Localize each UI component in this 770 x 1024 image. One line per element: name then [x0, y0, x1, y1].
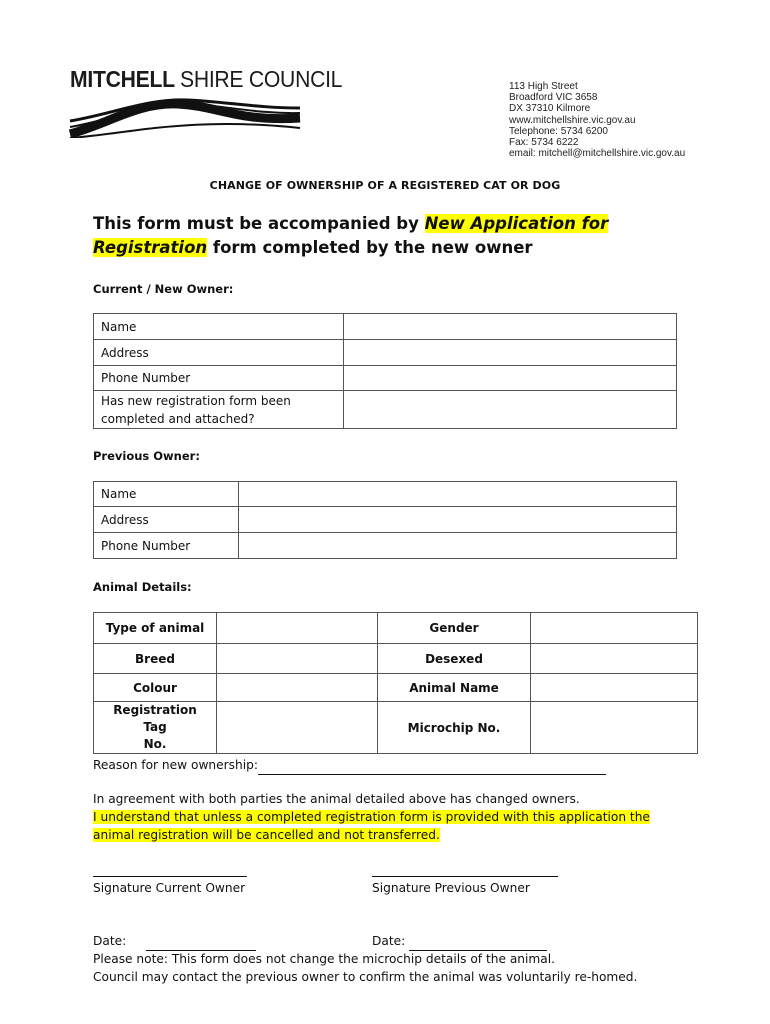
registration-tag-field[interactable] — [217, 702, 378, 754]
form-headline: This form must be accompanied by New Application for Registration form completed by the new owner — [93, 214, 609, 257]
previous-owner-address-field[interactable] — [239, 507, 677, 533]
form-title: CHANGE OF OWNERSHIP OF A REGISTERED CAT OR DOG — [209, 179, 561, 192]
microchip-field[interactable] — [531, 702, 698, 754]
desexed-label: Desexed — [378, 644, 531, 674]
fax: Fax: 5734 6222 — [509, 137, 579, 149]
animal-name-label: Animal Name — [378, 674, 531, 702]
desexed-field[interactable] — [531, 644, 698, 674]
name-label: Name — [94, 314, 344, 340]
address-line: DX 37310 Kilmore — [509, 103, 591, 115]
previous-owner-phone-field[interactable] — [239, 533, 677, 559]
current-owner-name-field[interactable] — [344, 314, 677, 340]
email-link[interactable]: email: mitchell@mitchellshire.vic.gov.au — [509, 148, 686, 160]
reason-label: Reason for new ownership: — [93, 758, 258, 772]
address-label: Address — [94, 507, 239, 533]
address-label: Address — [94, 340, 344, 366]
current-owner-address-field[interactable] — [344, 340, 677, 366]
date-label: Date: — [93, 934, 127, 948]
website-link[interactable]: www.mitchellshire.vic.gov.au — [509, 114, 636, 126]
registration-attached-field[interactable] — [344, 391, 677, 429]
microchip-note: Please note: This form does not change the microchip details of the animal. — [93, 952, 556, 966]
reason-input-line[interactable] — [258, 760, 606, 775]
previous-owner-table — [93, 481, 677, 559]
type-of-animal-label: Type of animal — [94, 613, 217, 644]
gender-label: Gender — [378, 613, 531, 644]
gender-field[interactable] — [531, 613, 698, 644]
phone-label: Phone Number — [94, 366, 344, 391]
date-current-field[interactable] — [146, 936, 256, 951]
telephone: Telephone: 5734 6200 — [509, 125, 608, 137]
current-owner-phone-field[interactable] — [344, 366, 677, 391]
previous-owner-name-field[interactable] — [239, 482, 677, 507]
colour-label: Colour — [94, 674, 217, 702]
signature-current-line[interactable] — [93, 876, 247, 877]
animal-details-table — [93, 612, 698, 754]
colour-field[interactable] — [217, 674, 378, 702]
date-label: Date: — [372, 934, 406, 948]
reason-row — [93, 757, 606, 775]
signature-previous-line[interactable] — [372, 876, 558, 877]
warning-text: I understand that unless a completed registration form is provided with this application the animal registration will be cancelled and not transferred. — [93, 810, 650, 842]
council-address — [509, 81, 685, 159]
type-of-animal-field[interactable] — [217, 613, 378, 644]
registration-attached-label: Has new registration form been completed and attached? — [94, 391, 344, 429]
previous-owner-heading: Previous Owner: — [93, 449, 200, 463]
date-previous-row — [372, 933, 547, 951]
agreement-text: In agreement with both parties the animal detailed above has changed owners. — [93, 792, 580, 806]
phone-label: Phone Number — [94, 533, 239, 559]
signature-current-label: Signature Current Owner — [93, 881, 246, 895]
council-logo-waves-icon — [68, 94, 302, 138]
address-line: 113 High Street — [509, 81, 578, 92]
council-logo-text: MITCHELL SHIRE COUNCIL — [70, 66, 343, 92]
current-owner-heading: Current / New Owner: — [93, 282, 234, 296]
microchip-label: Microchip No. — [378, 702, 531, 754]
animal-name-field[interactable] — [531, 674, 698, 702]
registration-tag-label: Registration Tag No. — [94, 702, 217, 754]
breed-label: Breed — [94, 644, 217, 674]
date-current-row — [93, 933, 256, 951]
animal-details-heading: Animal Details: — [93, 580, 192, 594]
current-owner-table — [93, 313, 677, 429]
rehome-note: Council may contact the previous owner to confirm the animal was voluntarily re-homed. — [93, 970, 638, 984]
name-label: Name — [94, 482, 239, 507]
signature-previous-label: Signature Previous Owner — [372, 881, 530, 895]
address-line: Broadford VIC 3658 — [509, 92, 598, 104]
date-previous-field[interactable] — [409, 936, 547, 951]
breed-field[interactable] — [217, 644, 378, 674]
